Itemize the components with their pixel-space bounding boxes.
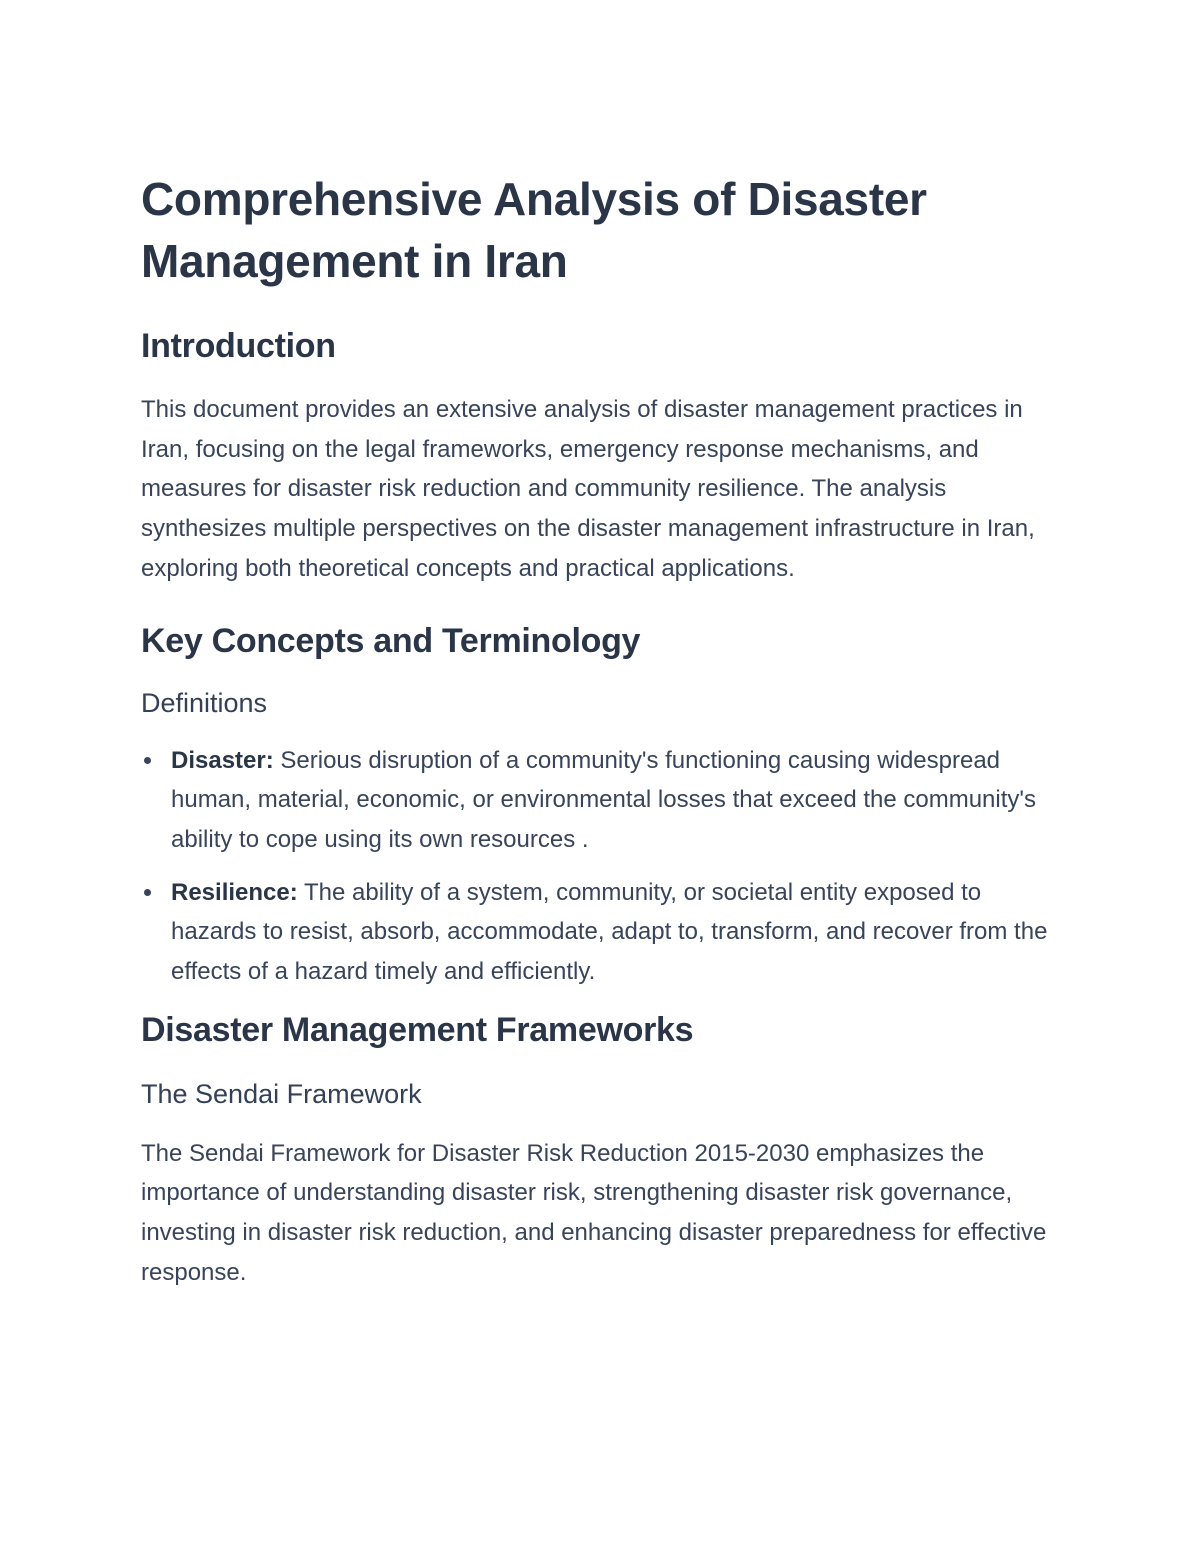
definition-item-disaster bbox=[141, 741, 1056, 860]
definition-term: Resilience: bbox=[171, 878, 298, 906]
sendai-paragraph: The Sendai Framework for Disaster Risk Reduction 2015-2030 emphasizes the importance of understanding disaster risk, strengthening disaster risk governance, investing in disaster risk reduction, and enhancing disaster preparedness for effective response. bbox=[141, 1139, 1047, 1286]
bullet-icon bbox=[144, 889, 151, 896]
definition-term: Disaster: bbox=[171, 746, 274, 774]
sendai-heading: The Sendai Framework bbox=[141, 1078, 422, 1109]
definition-item-resilience bbox=[141, 873, 1056, 992]
bullet-icon bbox=[144, 757, 151, 764]
key-concepts-heading: Key Concepts and Terminology bbox=[141, 621, 641, 660]
definitions-heading: Definitions bbox=[141, 687, 268, 718]
introduction-paragraph: This document provides an extensive analysis of disaster management practices in Iran, focusing on the legal frameworks, emergency response mechanisms, and measures for disaster risk reduction and community resilience. The analysis synthesizes multiple perspectives on the disaster management infrastructure in Iran, exploring both theoretical concepts and practical applications. bbox=[141, 396, 1035, 582]
definition-text: Serious disruption of a community's functioning causing widespread human, material, economic, or environmental losses that exceed the community's ability to cope using its own resources . bbox=[171, 746, 1036, 853]
document-title: Comprehensive Analysis of Disaster Management in Iran bbox=[141, 173, 927, 287]
definitions-list bbox=[141, 741, 1056, 992]
document-page bbox=[141, 168, 1056, 1293]
introduction-heading: Introduction bbox=[141, 327, 336, 365]
definition-text: The ability of a system, community, or societal entity exposed to hazards to resist, absorb, accommodate, adapt to, transform, and recover from the effects of a hazard timely and efficiently. bbox=[171, 878, 1048, 986]
frameworks-heading: Disaster Management Frameworks bbox=[141, 1010, 694, 1049]
